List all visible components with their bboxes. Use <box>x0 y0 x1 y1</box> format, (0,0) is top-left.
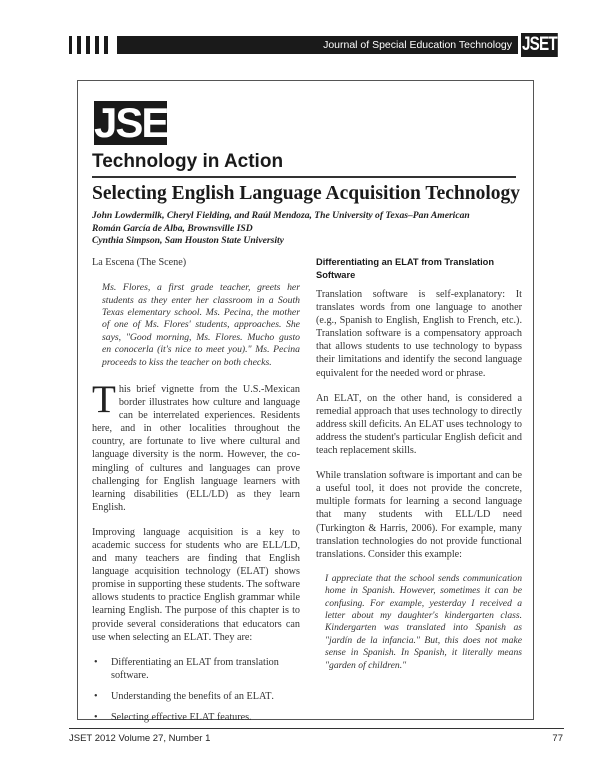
abbreviation: ELAT <box>186 656 211 668</box>
author-line: John Lowdermilk, Cheryl Fielding, and Raúl Mendoza, The University of Texas–Pan American <box>92 210 470 221</box>
abbreviation: ELL/LD <box>189 488 225 500</box>
text-run: here, and in other localities throughout the country, are fortunate to live where cultural and language diversity is the norm. However, the co-mingling of cultures and languages can prove challenging for English language learners with learning disabilities ( <box>92 423 300 500</box>
text-run: While translation software is important and can be a useful tool, it does not provide the concrete, multiple formats for learning a second language that many students with <box>316 470 522 521</box>
text-run: . They are: <box>208 631 253 643</box>
journal-header-bar <box>117 36 518 54</box>
article-title: Selecting English Language Acquisition Technology <box>92 183 521 204</box>
abbreviation: ELAT <box>189 712 215 723</box>
author-list <box>92 210 470 248</box>
footer-rule <box>69 728 564 729</box>
drop-cap: T <box>92 377 116 421</box>
issue-info: JSET 2012 Volume 27, Number 1 <box>69 733 211 744</box>
purpose-paragraph <box>92 526 300 644</box>
vignette-line: en conocerla (it's nice to meet you)." Ms. Pecina <box>102 344 300 356</box>
quote-line: Kindergarten was translated into Spanish as <box>325 622 522 634</box>
body-paragraph: Translation software is self-explanatory: It translates words from one language to another (e.g., Spanish to English, English to French, etc.). Translation software is a compensatory approach that allows students to use technology to bypass their limitations and identify the second language equivalent for the needed word or phrase. <box>316 289 522 379</box>
example-quote <box>325 573 522 672</box>
abbreviation: ELAT <box>334 392 359 404</box>
text-run: . <box>271 690 274 702</box>
text-run: , on the other hand, is considered a remedial approach that uses technology to directly address skill deficits. An <box>316 392 522 430</box>
body-paragraph <box>316 469 522 561</box>
text-line: border illustrates how culture and language <box>118 397 300 409</box>
body-paragraph <box>316 392 522 457</box>
text-run: Differentiating an <box>111 656 187 668</box>
vignette-line: of one of Ms. Flores' students, approaches. She <box>102 319 300 331</box>
section-title: Technology in Action <box>92 151 284 172</box>
page-number: 77 <box>552 733 563 744</box>
quote-line: "garden of children." <box>325 659 407 671</box>
vignette-line: Ms. Flores, a first grade teacher, greets her <box>102 282 300 294</box>
vignette <box>102 282 300 369</box>
text-run: from translation software. <box>111 656 279 681</box>
quote-line: letter about my daughter's kindergarten class. <box>325 610 522 621</box>
text-run: Selecting effective <box>111 712 190 723</box>
right-column <box>316 256 522 672</box>
quote-line: "jardín de la infancia." But, this does not make <box>325 634 522 646</box>
text-line: his brief vignette from the U.S.-Mexican <box>118 383 300 395</box>
text-run: need (Turkington & Harris, 2006). For example, many translation technologies do not provide functional translations. Consider this example: <box>316 509 522 560</box>
abbreviation: ELAT <box>240 566 266 578</box>
list-item <box>92 690 300 703</box>
title-rule <box>92 176 516 178</box>
journal-name: Journal of Special Education Technology <box>323 39 512 51</box>
list-item <box>92 711 300 724</box>
subsection-heading: Differentiating an ELAT from Translation Software <box>316 257 495 280</box>
vignette-line: students as they enter her classroom in a South <box>102 294 300 306</box>
text-run: features. <box>214 712 252 723</box>
abbreviation: ELAT <box>418 418 444 430</box>
vignette-line: proceeds to kiss the teacher on both checks. <box>102 356 272 368</box>
text-run: ) as they learn English. <box>92 488 300 513</box>
left-column <box>92 256 300 732</box>
scene-label: La Escena (The Scene) <box>92 257 187 268</box>
quote-line: sense in Spanish. In Spanish, it literally means <box>325 647 522 659</box>
vignette-line: Texas elementary school. Ms. Pecina, the mother <box>102 306 300 318</box>
quote-line: confusing. For example, yesterday I received a <box>325 597 522 609</box>
abbreviation: ELAT <box>246 690 272 702</box>
abbreviation: ELL/LD <box>455 509 491 521</box>
jset-logo: JSET <box>94 99 192 146</box>
author-line: Cynthia Simpson, Sam Houston State University <box>92 235 284 246</box>
header-bars-decoration <box>69 36 108 54</box>
list-item <box>92 656 300 682</box>
considerations-list <box>92 656 300 724</box>
quote-line: home in Spanish. However, sometimes it can be <box>325 585 522 597</box>
text-line: can be interrelated experiences. Residents <box>118 410 300 422</box>
quote-line: I appreciate that the school sends communication <box>325 572 522 584</box>
author-line: Román García de Alba, Brownsville ISD <box>92 222 253 234</box>
intro-paragraph <box>92 377 300 514</box>
text-run: ) shows promise in supporting these students. The software allows students to practice English grammar while learning English. The purpose of this chapter is to provide several considerations that educators can use when selecting an <box>92 566 300 643</box>
vignette-line: says, "Good morning, Ms. Flores. Mucho gusto <box>102 331 300 343</box>
abbreviation: ELAT <box>183 631 209 643</box>
abbreviation: ELL/LD <box>262 539 298 551</box>
text-run: Understanding the benefits of an <box>111 690 247 702</box>
header-logo: JSET <box>521 34 557 55</box>
text-run: , and many teachers are finding that English language acquisition technology ( <box>92 539 300 578</box>
text-run: Improving language acquisition is a key to academic success for students who are <box>92 526 300 551</box>
text-run: uses technology to address the student's particular English deficit and teach replacement skills. <box>316 418 523 457</box>
text-run: An <box>316 392 335 404</box>
